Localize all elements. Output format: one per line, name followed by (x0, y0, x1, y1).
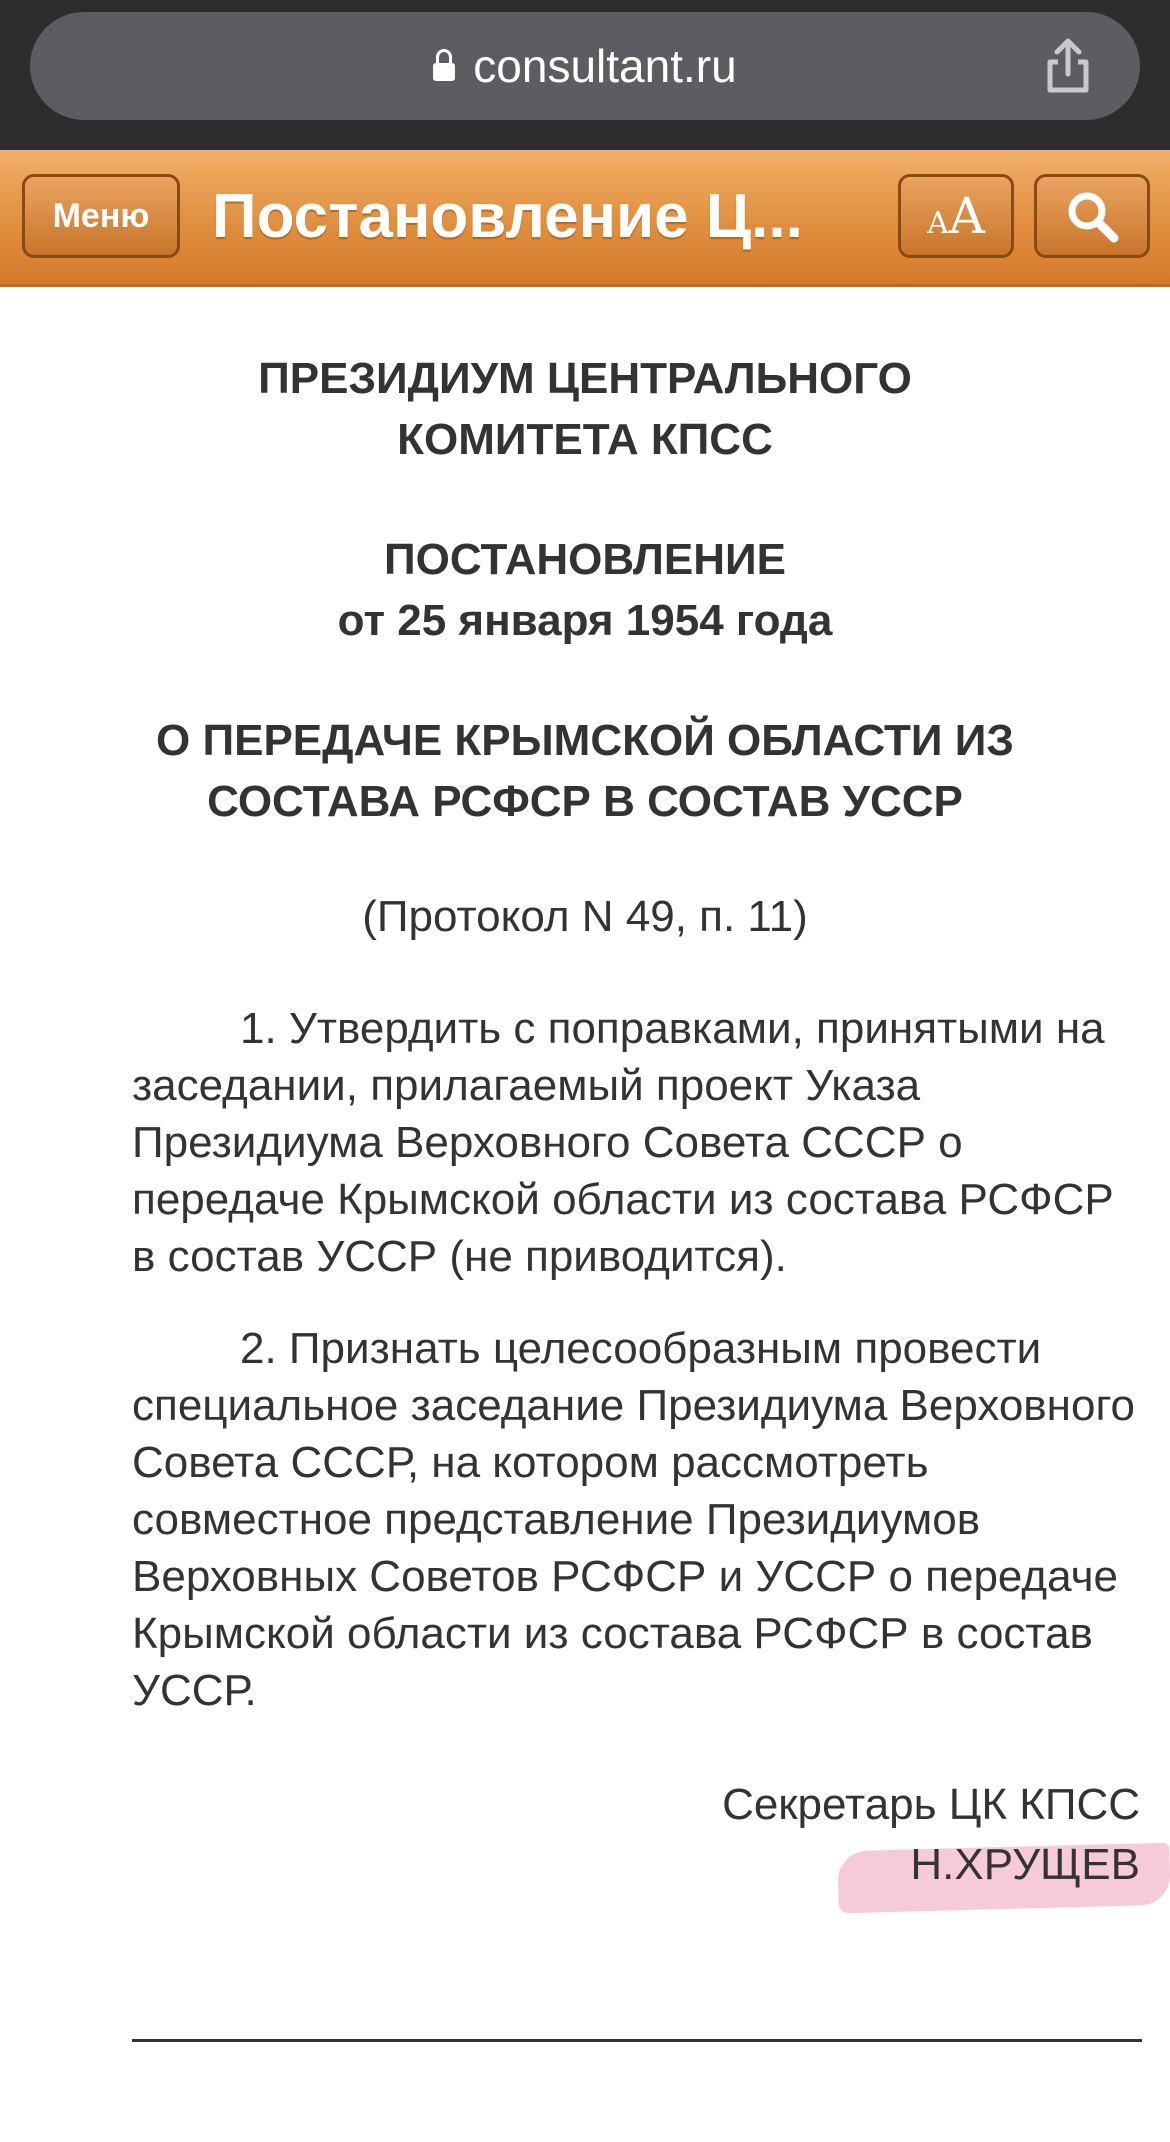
paragraph-2: 2. Признать целесообразным провести специальное заседание Президиума Верховного Совета СССР, на котором рассмотреть совместное представление Президиумов Верховных Советов РСФСР и УССР о передаче Крымской области из состава РСФСР в состав УССР. (132, 1324, 1135, 1715)
lock-icon (433, 63, 455, 81)
font-size-small-label: A (927, 205, 949, 241)
share-icon[interactable] (1038, 36, 1098, 96)
font-size-large-label: A (948, 187, 985, 245)
url-display[interactable] (30, 12, 1140, 120)
url-text: consultant.ru (473, 40, 737, 92)
paragraph-1: 1. Утвердить с поправками, принятыми на заседании, прилагаемый проект Указа Президиума Верховного Совета СССР о передаче Крымской области из состава РСФСР в состав УССР (не приводится). (132, 1004, 1114, 1281)
app-header (0, 150, 1170, 287)
divider (132, 2039, 1142, 2042)
document-issuer (0, 348, 1170, 470)
signature-name: Н.ХРУЩЕВ (910, 1840, 1140, 1889)
subject-line-2: СОСТАВА РСФСР В СОСТАВ УССР (207, 777, 963, 826)
issuer-line-1: ПРЕЗИДИУМ ЦЕНТРАЛЬНОГО (258, 354, 912, 403)
page-title: Постановление Ц... (212, 182, 803, 251)
font-size-button[interactable] (898, 174, 1014, 258)
menu-button[interactable]: Меню (22, 174, 180, 258)
resolution-title: ПОСТАНОВЛЕНИЕ (383, 535, 787, 584)
issuer-line-2: КОМИТЕТА КПСС (397, 415, 773, 464)
subject-line-1: О ПЕРЕДАЧЕ КРЫМСКОЙ ОБЛАСТИ ИЗ (156, 716, 1014, 765)
search-icon (1062, 186, 1122, 246)
document-subject (0, 710, 1170, 832)
protocol-reference: (Протокол N 49, п. 11) (362, 892, 808, 941)
signature-role: Секретарь ЦК КПСС (722, 1780, 1140, 1829)
browser-toolbar (0, 0, 1170, 150)
resolution-date: от 25 января 1954 года (337, 596, 833, 645)
document-type (0, 529, 1170, 651)
address-bar[interactable] (30, 12, 1140, 120)
search-button[interactable] (1034, 174, 1150, 258)
